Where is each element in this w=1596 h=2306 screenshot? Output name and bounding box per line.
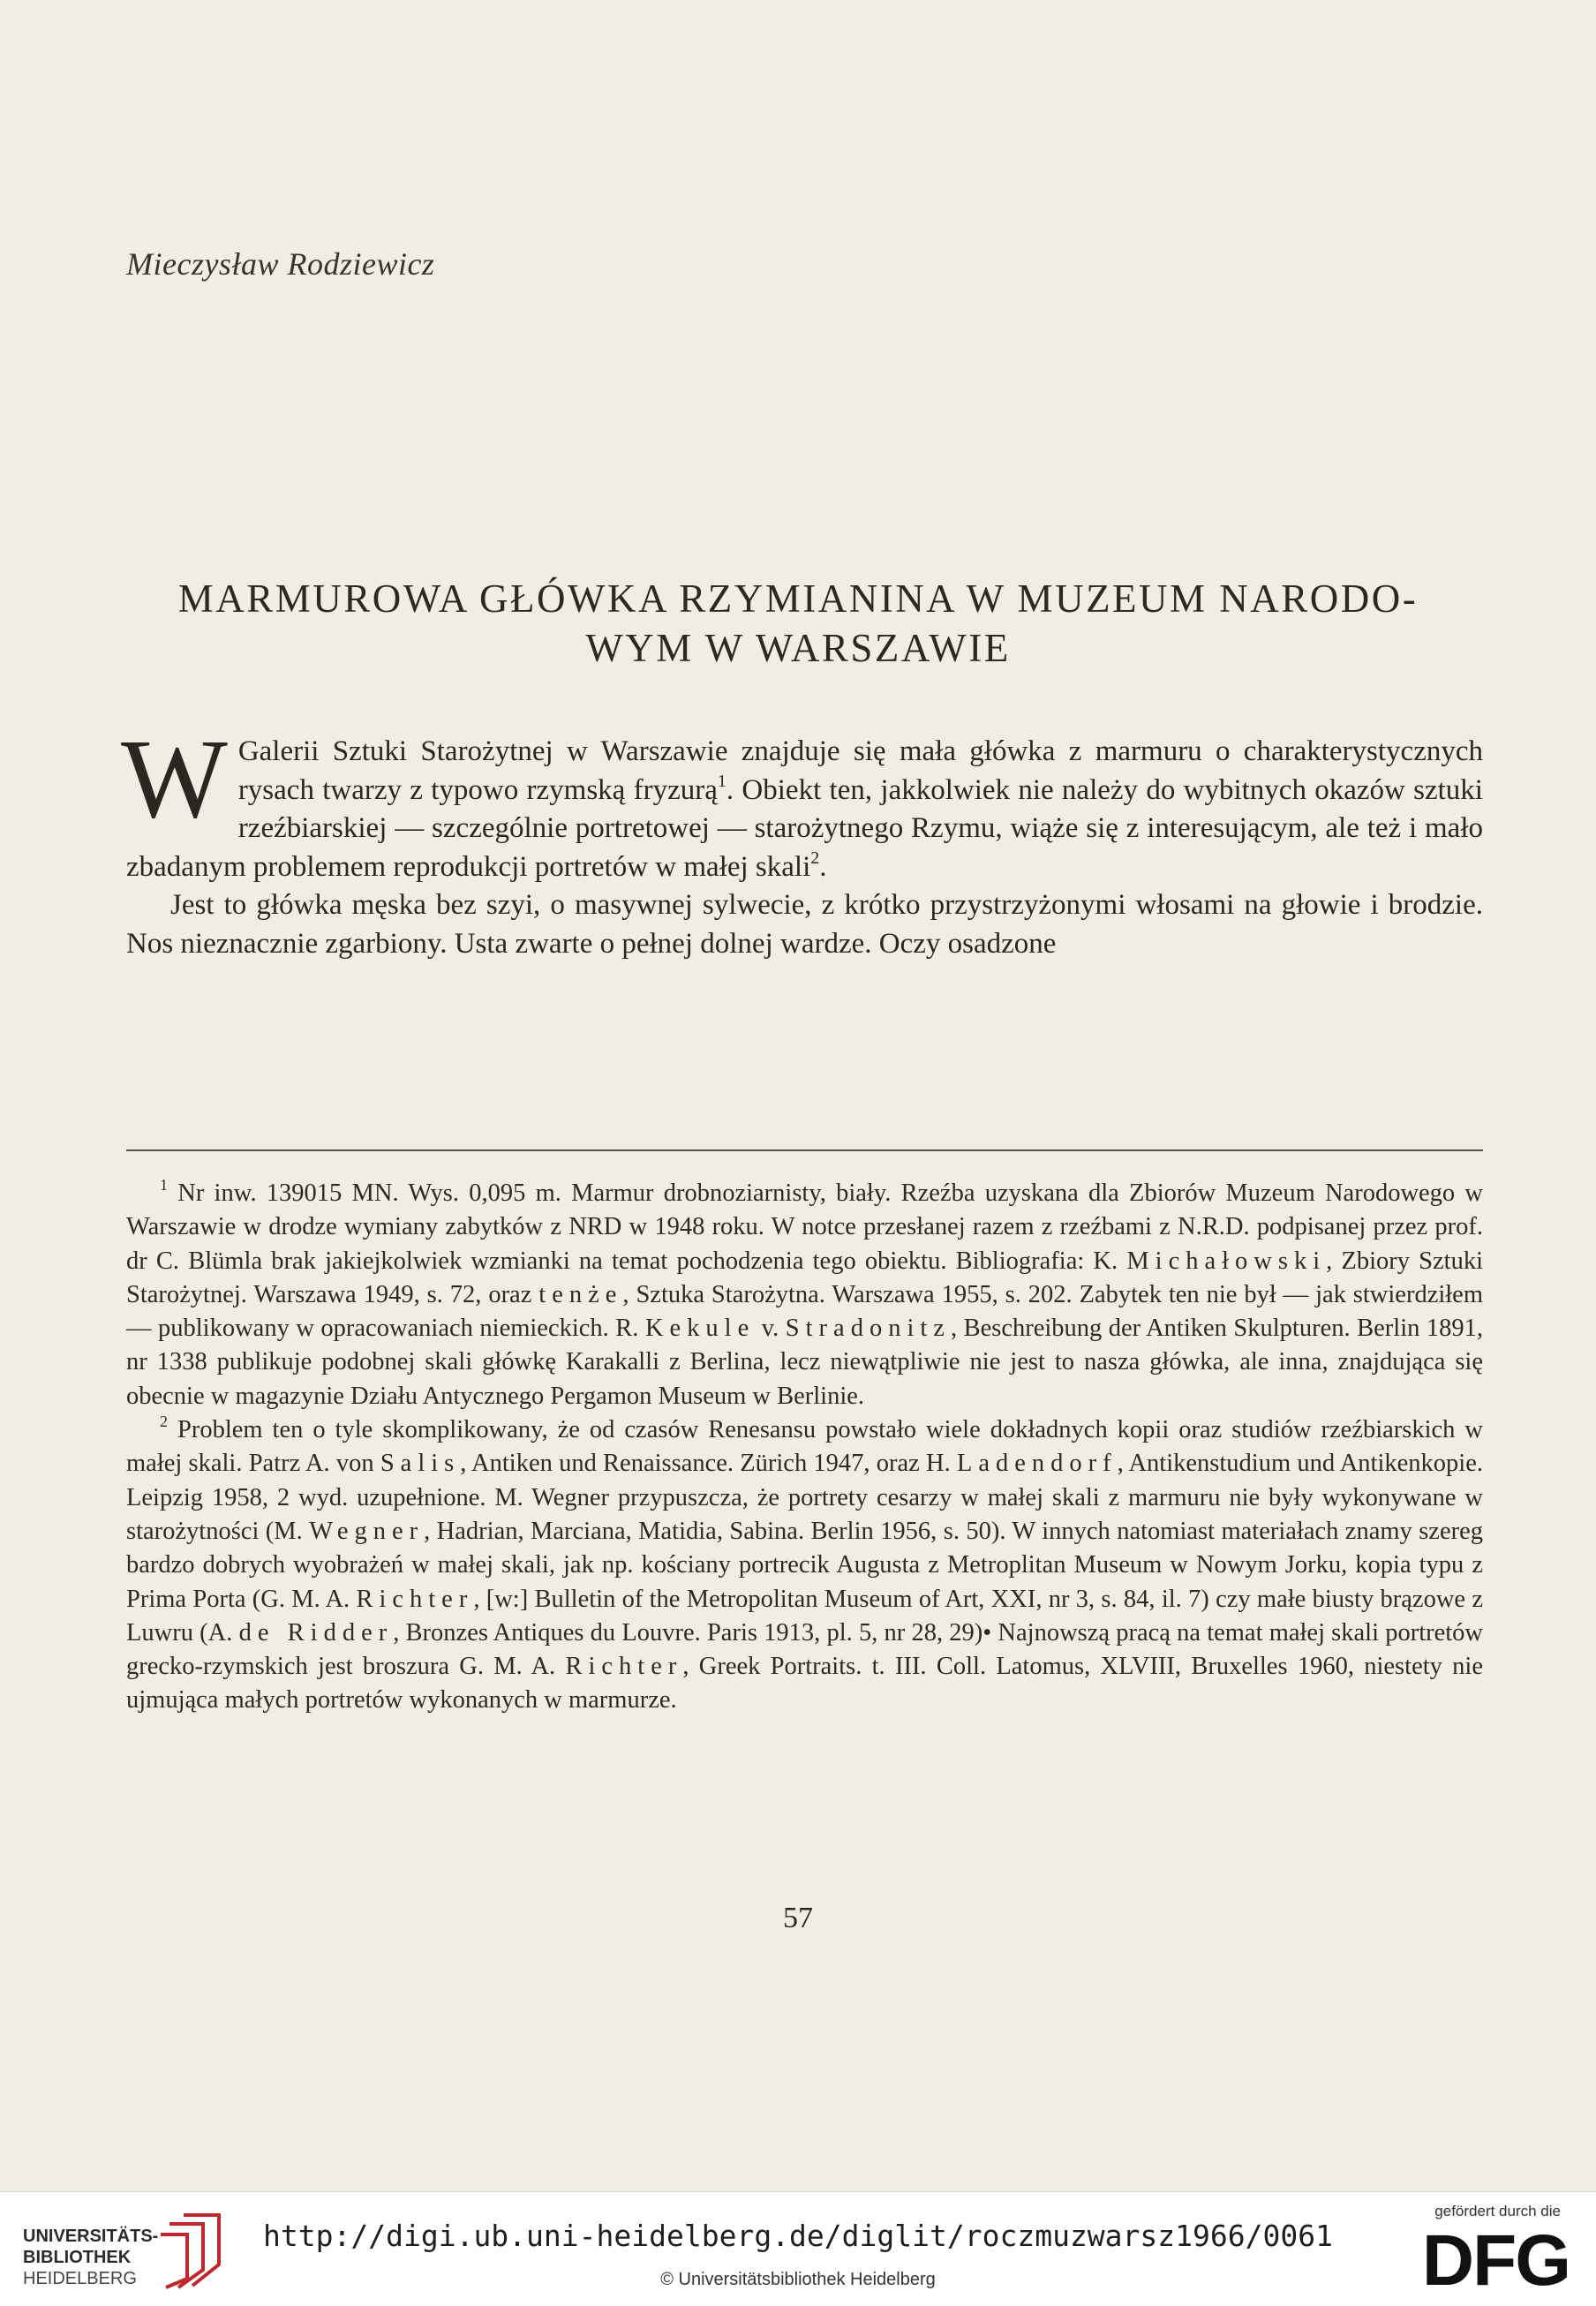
spaced-author-name: Wegner (309, 1517, 425, 1545)
paragraph-1-text-c: . (819, 850, 827, 883)
footnote-1-text: Nr inw. 139015 MN. Wys. 0,095 m. Marmur drobnoziarnisty, biały. Rzeźba uzyskana dla Zbiorów Muzeum Narodowego w Warszawie w drodze wymiany zabytków z NRD w 1948 roku. W notce przesłanej razem z rzeźbami z N.R.D. podpisanej przez prof. dr C. Blümla brak jakiejkolwiek wzmianki na temat pochodzenia tego obiektu. Bibliografia: K. (126, 1179, 1483, 1275)
footnote-divider (126, 1149, 1483, 1151)
footnotes (126, 1177, 1483, 1718)
footnote-2-text: , Antiken und Renaissance. Zürich 1947, oraz H. (460, 1450, 957, 1478)
footnote-2-text: , Antikenstudium und Antikenkopie. Leipzig 1958, 2 wyd. uzupełnione. M. Wegner przypuszcza, że portrety cesarzy w małej skali z marmuru nie były wykonywane w starożytności (M. (126, 1450, 1483, 1545)
spaced-author-name: Salis (380, 1450, 461, 1478)
paragraph-1-text-b: . Obiekt ten, jakkolwiek nie należy do wybitnych okazów sztuki rzeźbiarskiej — szczególnie portretowej — starożytnego Rzymu, wiąże się z interesującym, ale też i mało zbadanym problemem reprodukcji portretów w małej skali (126, 773, 1483, 883)
footnote-2-text: , [w:] Bulletin of the Metropolitan Museum of Art, XXI, nr 3, s. 84, il. 7) czy małe biusty brązowe z Luwru (A. (126, 1585, 1483, 1647)
library-footer-bar (0, 2191, 1596, 2306)
footnote-1-text: v. (755, 1315, 786, 1343)
footnote-2-text: , Greek Portraits. t. III. Coll. Latomus, XLVIII, Bruxelles 1960, niestety nie ujmująca małych portretów wykonanych w marmurze. (126, 1653, 1483, 1714)
paragraph-1 (121, 716, 1483, 886)
paragraph-2: Jest to główka męska bez szyi, o masywnej sylwecie, z krótko przystrzyżonymi włosami na głowie i brodzie. Nos nieznacznie zgarbiony. Usta zwarte o pełnej dolnej wardze. Oczy osadzone (126, 889, 1483, 960)
spaced-author-name: Michałowski (1126, 1247, 1327, 1275)
drop-cap: W (121, 716, 228, 841)
spaced-author-name: Richter (356, 1585, 474, 1613)
spaced-author-name: Ladendorf (956, 1450, 1118, 1478)
spaced-author-name: Stradonitz (785, 1315, 951, 1343)
footnote-1-number: 1 (160, 1175, 168, 1194)
funded-by-label: gefördert durch die (1434, 2203, 1561, 2219)
title-line-2: WYM W WARSZAWIE (585, 626, 1011, 670)
article-title (115, 574, 1481, 673)
library-name-line-1: UNIVERSITÄTS- (23, 2227, 159, 2246)
page-number: 57 (783, 1902, 813, 1934)
footnote-ref-2: 2 (810, 848, 820, 868)
author-name: Mieczysław Rodziewicz (126, 246, 435, 282)
footnote-2-number: 2 (160, 1412, 168, 1430)
spaced-author-name: de Ridder (238, 1618, 394, 1647)
footnote-2-text: Problem ten o tyle skomplikowany, że od czasów Renesansu powstało wiele dokładnych kopii oraz studiów rzeźbiarskich w małej skali. Patrz A. von (126, 1416, 1483, 1478)
footnote-1-text: , Beschreibung der Antiken Skulpturen. Berlin 1891, nr 1338 publikuje podobnej skali główkę Karakalli z Berlina, lecz niewątpliwie nie jest to nasza główka, ale inna, znajdująca się obecnie w magazynie Działu Antycznego Pergamon Museum w Berlinie. (126, 1315, 1483, 1410)
footnote-2-text: , Hadrian, Marciana, Matidia, Sabina. Berlin 1956, s. 50). W innych natomiast materiałach znamy szereg bardzo dobrych wyobrażeń w małej skali, jak np. kościany portrecik Augusta z Metroplitan Museum w Nowym Jorku, kopia typu z Prima Porta (G. M. A. (126, 1517, 1483, 1613)
spaced-author-name: tenże (538, 1280, 623, 1308)
footnote-2 (126, 1413, 1483, 1718)
copyright-notice: © Universitätsbibliothek Heidelberg (660, 2270, 936, 2289)
title-line-1: MARMUROWA GŁÓWKA RZYMIANINA W MUZEUM NARODO- (177, 576, 1419, 621)
footnote-ref-1: 1 (717, 771, 726, 791)
dfg-logo[interactable]: DFG (1421, 2220, 1570, 2301)
spaced-author-name: Richter (565, 1653, 683, 1681)
footnote-2-text: , Bronzes Antiques du Louvre. Paris 1913, pl. 5, nr 28, 29)• Najnowszą pracą na temat małej skali portretów grecko-rzymskich jest broszura G. M. A. (126, 1618, 1483, 1681)
footnote-1-text: , Zbiory Sztuki Starożytnej. Warszawa 1949, s. 72, oraz (126, 1247, 1483, 1308)
library-name-line-2: BIBLIOTHEK (23, 2248, 132, 2267)
footnote-1 (126, 1177, 1483, 1413)
paragraph-1-text-a: Galerii Sztuki Starożytnej w Warszawie znajduje się mała główka z marmuru o charakterystycznych rysach twarzy z typowo rzymską fryzurą (237, 735, 1483, 806)
permalink-url[interactable]: http://digi.ub.uni-heidelberg.de/diglit/roczmuzwarsz1966/0061 (263, 2219, 1333, 2253)
footnote-1-text: , Sztuka Starożytna. Warszawa 1955, s. 202. Zabytek ten nie był — jak stwierdziłem — publikowany w opracowaniach niemieckich. R. (126, 1280, 1484, 1343)
body-text (121, 716, 1483, 963)
spaced-author-name: Kekule (644, 1315, 756, 1343)
library-name-line-3: HEIDELBERG (23, 2269, 137, 2288)
